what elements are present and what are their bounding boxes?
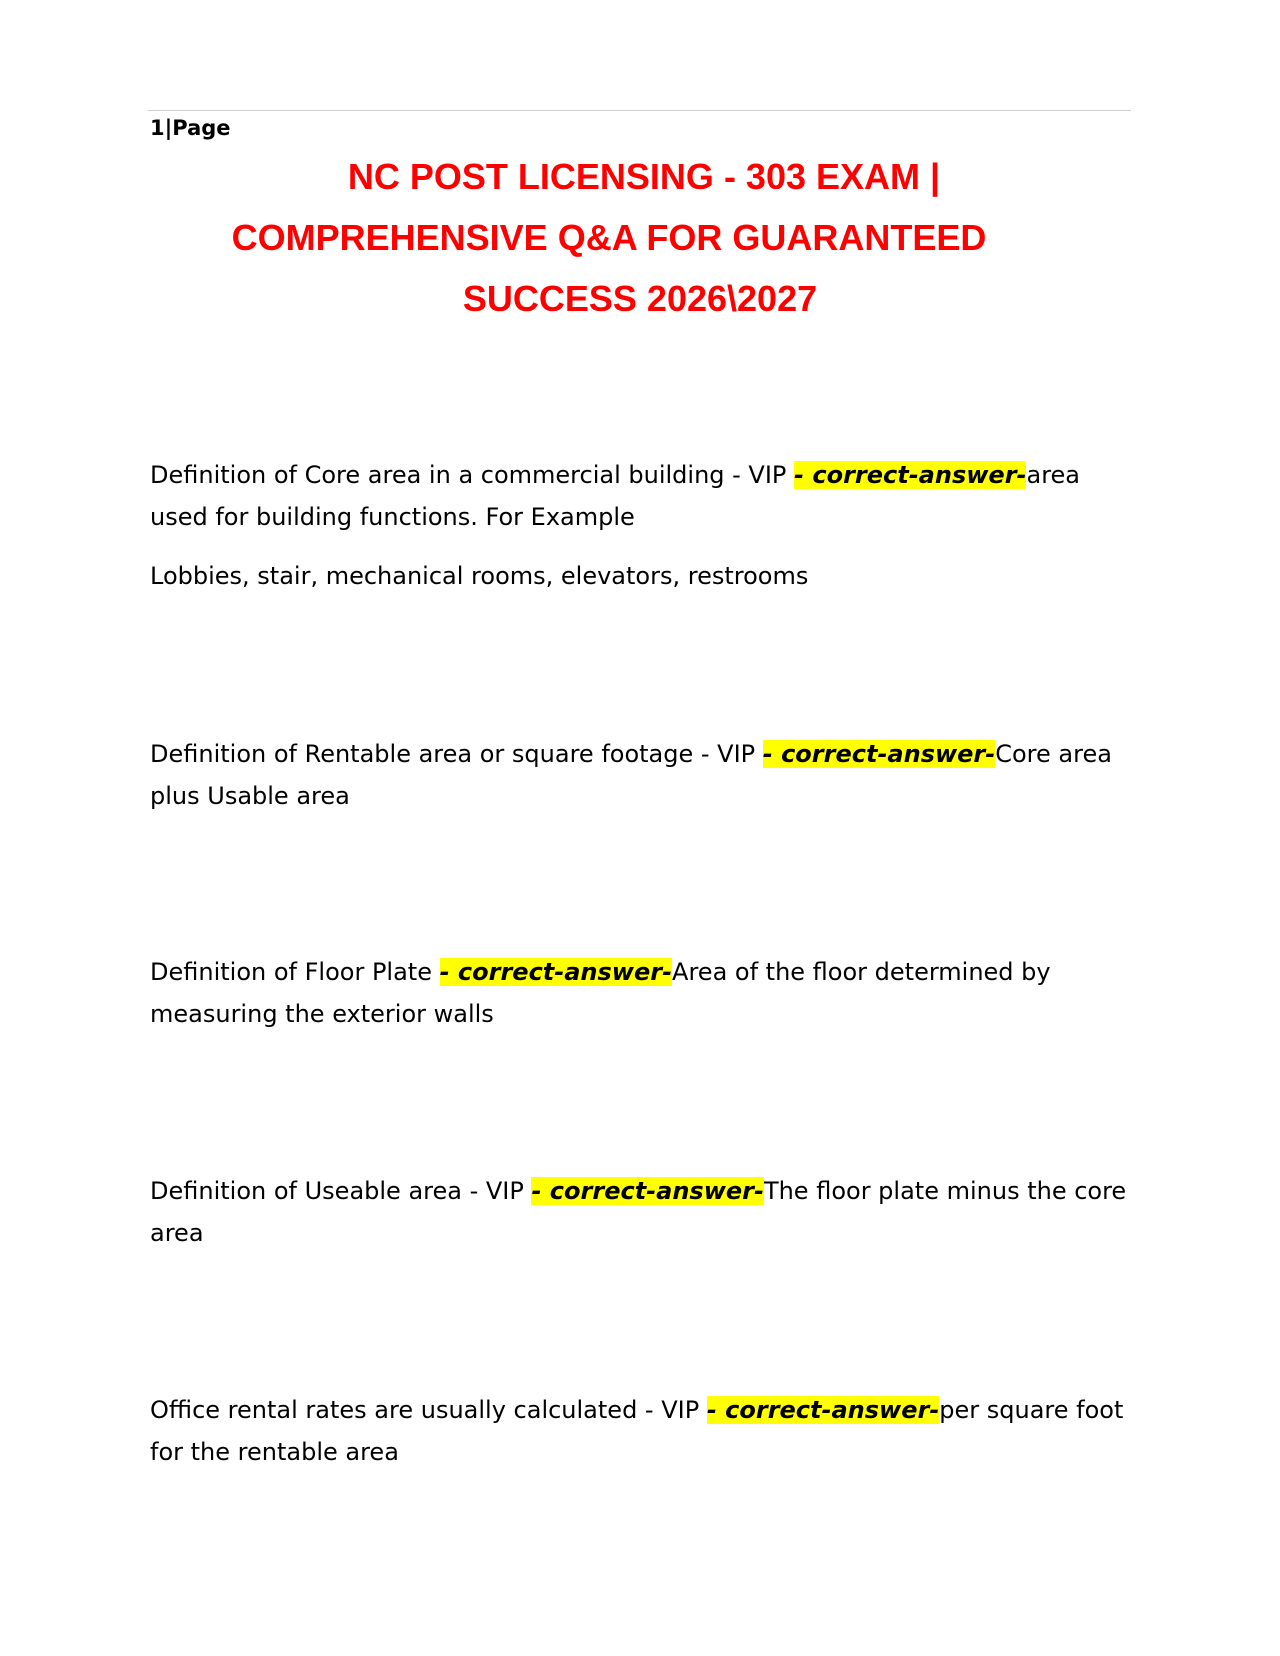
correct-answer-marker: - correct-answer-: [531, 1177, 764, 1205]
qa-item-floor-plate: [150, 951, 1140, 1035]
qa-text: [150, 1389, 1140, 1473]
answer-text: Core area plus Usable area: [150, 740, 1112, 810]
correct-answer-marker: - correct-answer-: [439, 958, 673, 986]
title-line-1: NC POST LICENSING - 303 EXAM |: [347, 156, 941, 197]
question-text: Definition of Floor Plate: [150, 958, 440, 986]
question-text: Definition of Core area in a commercial building - VIP: [150, 461, 795, 489]
question-text: Office rental rates are usually calculated - VIP: [150, 1396, 707, 1424]
qa-text: [150, 1170, 1140, 1254]
answer-text: Area of the floor determined by measuring the exterior walls: [150, 958, 1051, 1028]
qa-item-core-area: [150, 454, 1140, 597]
correct-answer-marker: - correct-answer-: [706, 1396, 940, 1424]
answer-text: The floor plate minus the core area: [150, 1177, 1127, 1247]
title-line-3: SUCCESS 2026\2027: [462, 278, 818, 319]
answer-text: per square foot for the rentable area: [150, 1396, 1124, 1466]
qa-item-office-rental-rates: [150, 1389, 1140, 1473]
page-number: 1|Page: [150, 116, 231, 140]
title-line-2: COMPREHENSIVE Q&A FOR GUARANTEED: [231, 217, 987, 258]
header-rule: [148, 110, 1131, 111]
qa-text: [150, 454, 1140, 538]
answer-examples: Lobbies, stair, mechanical rooms, elevators, restrooms: [150, 562, 809, 590]
answer-text: area used for building functions. For Example: [150, 461, 1081, 531]
qa-text: [150, 951, 1140, 1035]
question-text: Definition of Useable area - VIP: [150, 1177, 532, 1205]
qa-text: [150, 733, 1140, 817]
correct-answer-marker: - correct-answer-: [762, 740, 996, 768]
question-text: Definition of Rentable area or square footage - VIP: [150, 740, 763, 768]
qa-item-rentable-area: [150, 733, 1140, 817]
correct-answer-marker: - correct-answer-: [794, 461, 1027, 489]
document-title: [150, 146, 1140, 329]
qa-item-useable-area: [150, 1170, 1140, 1254]
